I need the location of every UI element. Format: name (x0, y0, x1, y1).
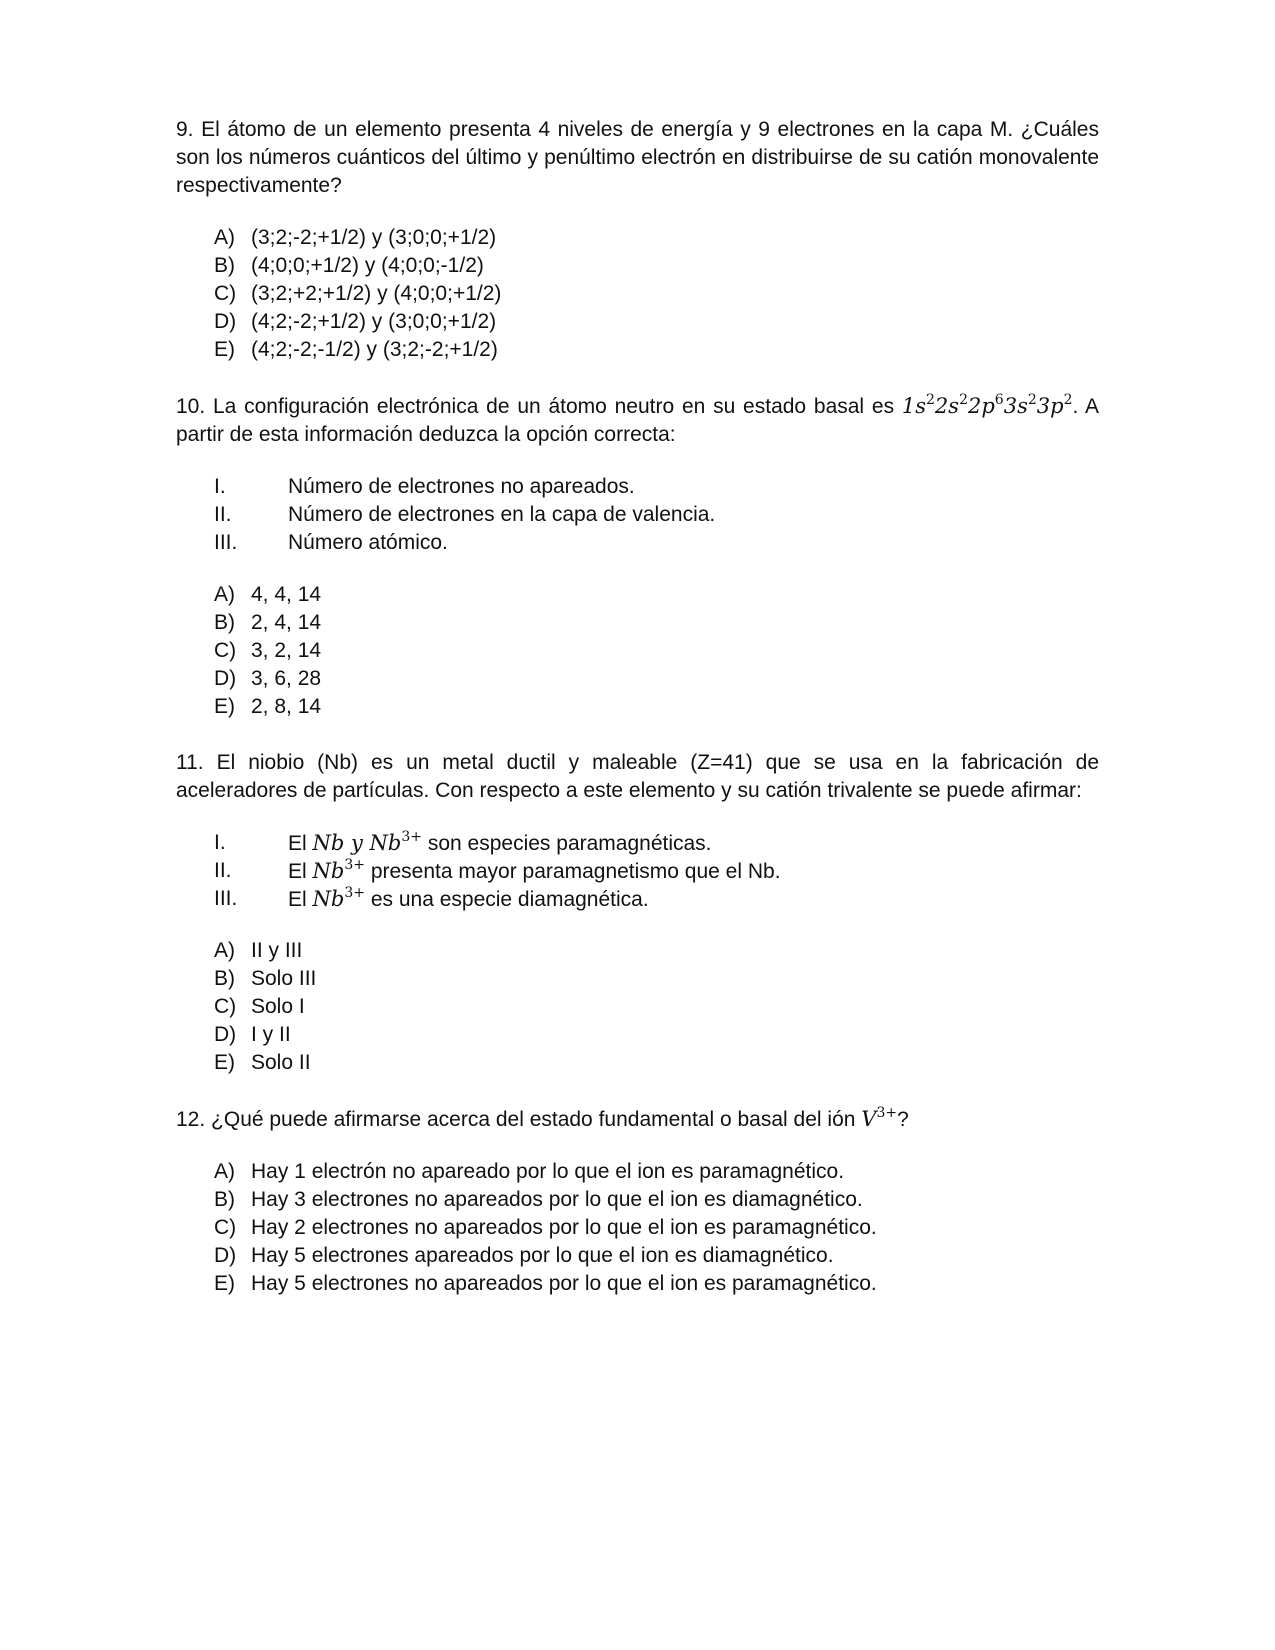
option-text: (4;2;-2;+1/2) y (3;0;0;+1/2) (251, 310, 497, 333)
statement-number: II. (214, 859, 232, 882)
formula-base: Nb (312, 859, 345, 883)
question-10-options (176, 581, 1099, 721)
statement-item (214, 885, 1099, 913)
formula-term-base: 3p (1036, 394, 1064, 418)
option-item (214, 252, 1099, 280)
option-letter: C) (214, 1216, 237, 1239)
option-item (214, 637, 1099, 665)
statement-text (288, 857, 781, 885)
option-letter: C) (214, 282, 237, 305)
formula-term-base: 1s (901, 394, 926, 418)
option-letter: E) (214, 338, 235, 361)
option-letter: D) (214, 310, 237, 333)
option-letter: B) (214, 967, 235, 990)
statement-prefix: El (288, 888, 313, 911)
question-10-statements (176, 473, 1099, 557)
question-10-text (176, 392, 1099, 449)
option-item (214, 1158, 1099, 1186)
option-letter: A) (214, 226, 235, 249)
option-text: Solo II (251, 1051, 311, 1074)
option-text: Hay 3 electrones no apareados por lo que el ion es diamagnético. (251, 1188, 863, 1211)
formula-term-exponent: 2 (1027, 392, 1037, 408)
question-9-text: 9. El átomo de un elemento presenta 4 niveles de energía y 9 electrones en la capa M. ¿Cuáles son los números cuánticos del último y penúltimo electrón en distribuirse de su catión monovalente respectivamente? (176, 118, 1099, 197)
formula-base: Nb y Nb (312, 831, 402, 855)
option-item (214, 965, 1099, 993)
option-text: I y II (251, 1023, 291, 1046)
question-11 (176, 749, 1099, 1077)
statement-formula (313, 887, 365, 911)
question-9-options (176, 224, 1099, 364)
option-letter: D) (214, 1244, 237, 1267)
option-text: Solo III (251, 967, 317, 990)
option-text: Hay 2 electrones no apareados por lo que el ion es paramagnético. (251, 1216, 877, 1239)
statement-number: I. (214, 831, 226, 854)
formula-charge: 3+ (401, 829, 423, 845)
statement-prefix: El (288, 832, 313, 855)
option-text: II y III (251, 939, 303, 962)
option-item (214, 693, 1099, 721)
option-letter: D) (214, 667, 237, 690)
formula-base: V (861, 1107, 877, 1131)
option-letter: E) (214, 1051, 235, 1074)
option-item (214, 1242, 1099, 1270)
option-text: (4;2;-2;-1/2) y (3;2;-2;+1/2) (251, 338, 498, 361)
statement-suffix: es una especie diamagnética. (364, 888, 649, 911)
option-letter: B) (214, 254, 235, 277)
question-10-text-before: 10. La configuración electrónica de un átomo neutro en su estado basal es (176, 395, 902, 418)
question-9 (176, 116, 1099, 364)
formula-term-base: 2s (934, 394, 960, 418)
option-item (214, 1049, 1099, 1077)
option-text: Hay 5 electrones no apareados por lo que el ion es paramagnético. (251, 1272, 877, 1295)
option-text: Solo I (251, 995, 305, 1018)
option-item (214, 609, 1099, 637)
formula-charge: 3+ (344, 885, 365, 901)
option-letter: B) (214, 611, 235, 634)
formula-term-base: 3s (1003, 394, 1028, 418)
formula-term-exponent: 2 (1063, 392, 1073, 408)
option-text: (3;2;+2;+1/2) y (4;0;0;+1/2) (251, 282, 502, 305)
statement-text: Número de electrones en la capa de valencia. (288, 503, 716, 526)
statement-item (214, 857, 1099, 885)
statement-suffix: presenta mayor paramagnetismo que el Nb. (364, 860, 781, 883)
statement-formula (313, 831, 423, 855)
option-letter: D) (214, 1023, 237, 1046)
electron-configuration-formula (902, 394, 1073, 418)
formula-term-base: 2p (967, 394, 995, 418)
option-text: 3, 6, 28 (251, 667, 322, 690)
option-item (214, 581, 1099, 609)
formula-term-exponent: 6 (994, 392, 1004, 408)
formula-base: Nb (312, 887, 345, 911)
statement-formula (313, 859, 365, 883)
formula-charge: 3+ (344, 857, 365, 873)
statement-item (214, 473, 1099, 501)
option-item (214, 665, 1099, 693)
option-letter: C) (214, 995, 237, 1018)
option-letter: A) (214, 1160, 235, 1183)
option-letter: E) (214, 695, 235, 718)
question-11-text: 11. El niobio (Nb) es un metal ductil y maleable (Z=41) que se usa en la fabricación de aceleradores de partículas. Con respecto a este elemento y su catión trivalente se puede afirmar: (176, 751, 1099, 802)
statement-item (214, 529, 1099, 557)
question-12 (176, 1105, 1099, 1298)
statement-text (288, 885, 649, 913)
question-12-text-before: 12. ¿Qué puede afirmarse acerca del estado fundamental o basal del ión (176, 1108, 862, 1131)
statement-number: I. (214, 475, 226, 498)
question-12-options (176, 1158, 1099, 1298)
option-item (214, 336, 1099, 364)
option-item (214, 1214, 1099, 1242)
option-text: 2, 8, 14 (251, 695, 322, 718)
option-text: 2, 4, 14 (251, 611, 322, 634)
statement-item (214, 829, 1099, 857)
option-text: 4, 4, 14 (251, 583, 322, 606)
option-item (214, 224, 1099, 252)
statement-suffix: son especies paramagnéticas. (422, 832, 712, 855)
option-item (214, 993, 1099, 1021)
question-12-text-after: ? (897, 1108, 909, 1131)
option-letter: B) (214, 1188, 235, 1211)
question-11-options (176, 937, 1099, 1077)
statement-text (288, 829, 712, 857)
option-item (214, 308, 1099, 336)
option-item (214, 1186, 1099, 1214)
option-item (214, 937, 1099, 965)
option-item (214, 1021, 1099, 1049)
option-text: Hay 1 electrón no apareado por lo que el ion es paramagnético. (251, 1160, 845, 1183)
formula-term-exponent: 2 (959, 392, 968, 408)
question-11-statements (176, 829, 1099, 913)
question-10 (176, 392, 1099, 721)
statement-number: III. (214, 887, 238, 910)
option-letter: E) (214, 1272, 235, 1295)
statement-text: Número atómico. (288, 531, 448, 554)
option-text: 3, 2, 14 (251, 639, 322, 662)
option-letter: A) (214, 939, 235, 962)
option-item (214, 280, 1099, 308)
question-10-text-after: . A partir de esta información deduzca la opción correcta: (176, 395, 1099, 446)
statement-item (214, 501, 1099, 529)
option-text: (4;0;0;+1/2) y (4;0;0;-1/2) (251, 254, 484, 277)
formula-charge: 3+ (876, 1105, 898, 1121)
statement-prefix: El (288, 860, 313, 883)
statement-text: Número de electrones no apareados. (288, 475, 635, 498)
option-letter: A) (214, 583, 235, 606)
option-text: (3;2;-2;+1/2) y (3;0;0;+1/2) (251, 226, 497, 249)
statement-number: II. (214, 503, 232, 526)
exam-page (176, 116, 1099, 1326)
formula-term-exponent: 2 (926, 392, 935, 408)
question-12-text (176, 1105, 1099, 1134)
statement-number: III. (214, 531, 238, 554)
ion-formula (861, 1107, 897, 1131)
option-letter: C) (214, 639, 237, 662)
option-text: Hay 5 electrones apareados por lo que el ion es diamagnético. (251, 1244, 834, 1267)
option-item (214, 1270, 1099, 1298)
